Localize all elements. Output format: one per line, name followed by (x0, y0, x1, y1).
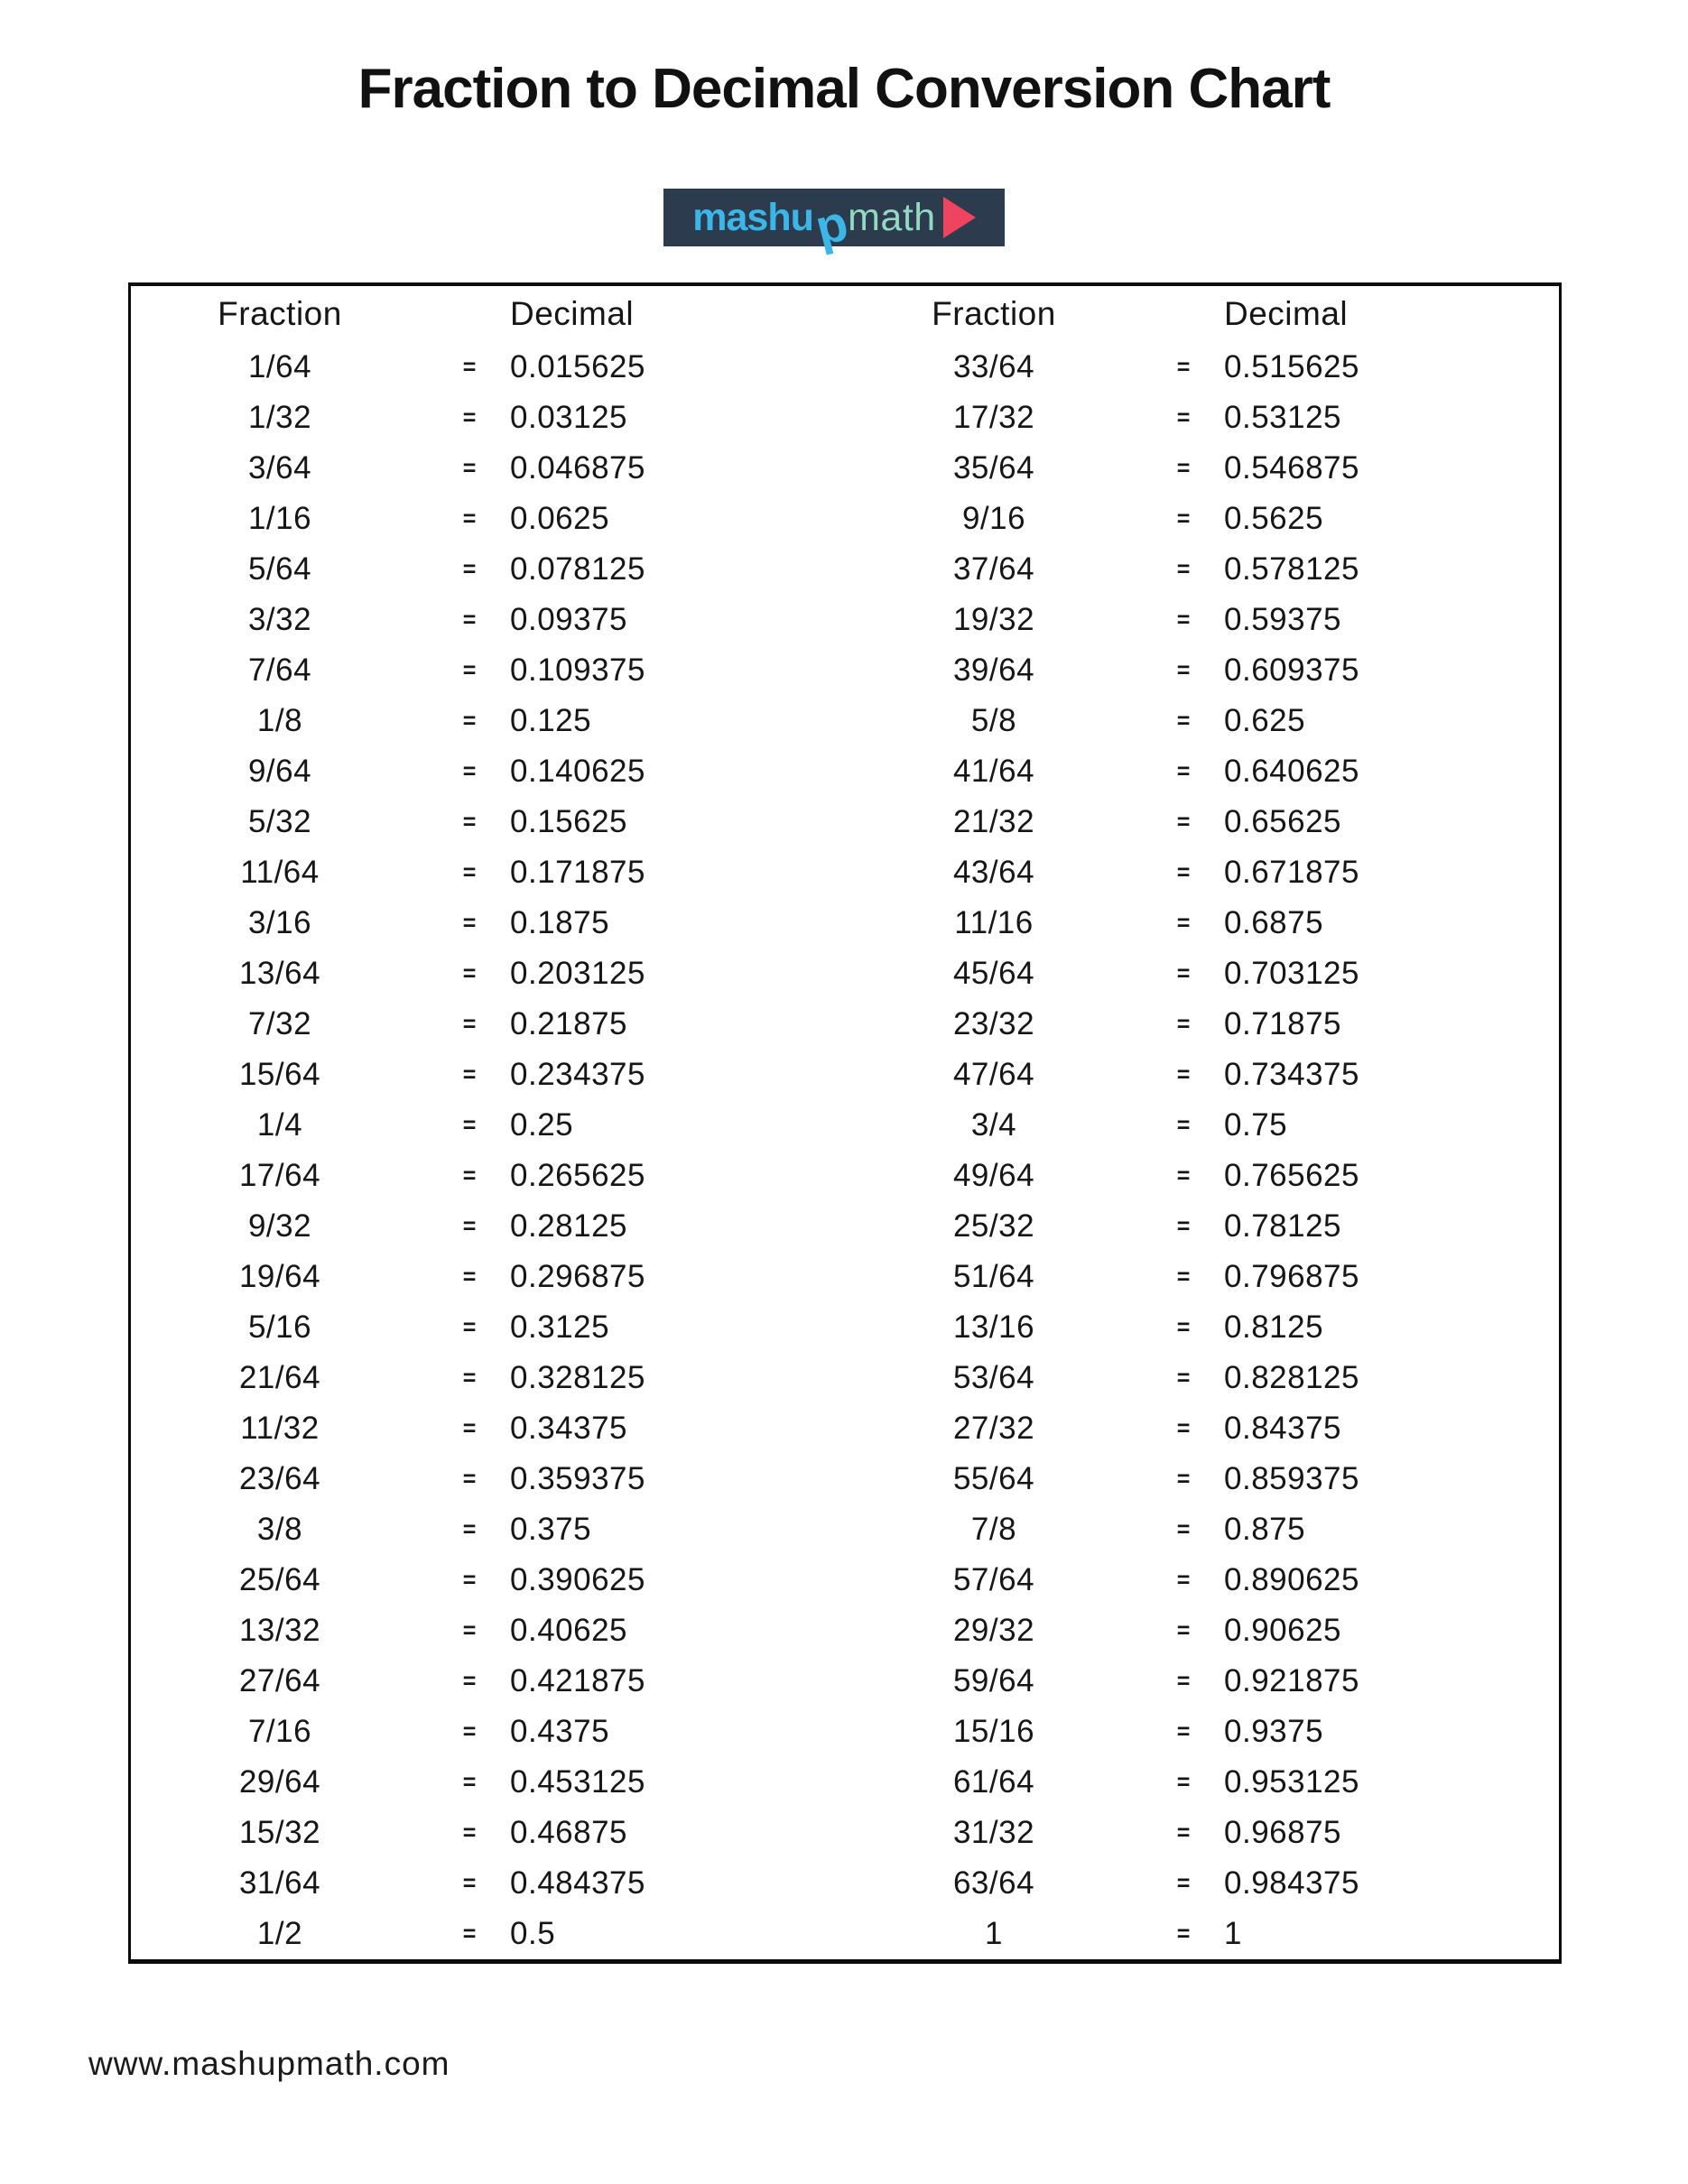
equals-sign: = (1176, 556, 1191, 582)
equals-sign: = (462, 910, 477, 936)
decimal-cell: 0.359375 (510, 1461, 645, 1496)
conversion-table (128, 282, 1562, 1964)
decimal-cell: 0.84375 (1224, 1411, 1342, 1446)
equals-sign: = (462, 859, 477, 885)
fraction-cell: 11/16 (954, 905, 1034, 940)
decimal-cell: 0.421875 (510, 1663, 645, 1698)
table-row (131, 1403, 845, 1454)
table-header-row (845, 286, 1559, 342)
decimal-cell: 0.921875 (1224, 1663, 1359, 1698)
decimal-cell: 0.03125 (510, 400, 628, 435)
fraction-cell: 39/64 (952, 652, 1035, 688)
logo-text-p: p (809, 193, 854, 256)
equals-sign: = (1176, 455, 1191, 481)
table-row (845, 696, 1559, 746)
table-row (845, 1201, 1559, 1252)
equals-sign: = (462, 1162, 477, 1189)
decimal-cell: 0.109375 (510, 652, 645, 688)
fraction-cell: 7/8 (970, 1512, 1017, 1547)
fraction-cell: 37/64 (952, 551, 1035, 587)
fraction-cell: 5/8 (970, 703, 1017, 738)
fraction-cell: 49/64 (952, 1158, 1035, 1193)
fraction-cell: 15/64 (238, 1057, 321, 1092)
fraction-cell: 1/8 (256, 703, 303, 738)
equals-sign: = (1176, 1415, 1191, 1441)
table-row (845, 949, 1559, 999)
fraction-cell: 13/16 (952, 1309, 1035, 1345)
table-row (131, 898, 845, 949)
fraction-cell: 21/32 (952, 804, 1035, 839)
equals-sign: = (1176, 1263, 1191, 1290)
table-row (131, 1201, 845, 1252)
table-left-half (131, 286, 845, 1959)
table-row (131, 1757, 845, 1808)
table-row (131, 1252, 845, 1302)
decimal-cell: 0.234375 (510, 1057, 645, 1092)
decimal-header: Decimal (1224, 295, 1349, 332)
equals-sign: = (1176, 1162, 1191, 1189)
table-row (131, 1454, 845, 1504)
table-row (845, 1403, 1559, 1454)
equals-sign: = (1176, 1819, 1191, 1846)
decimal-cell: 0.4375 (510, 1714, 610, 1749)
table-row (845, 494, 1559, 544)
decimal-cell: 0.046875 (510, 450, 645, 486)
table-right-half (845, 286, 1559, 1959)
fraction-cell: 11/64 (240, 855, 320, 890)
footer-url: www.mashupmath.com (88, 2045, 450, 2082)
fraction-cell: 3/64 (247, 450, 312, 486)
table-row (845, 1555, 1559, 1606)
equals-sign: = (462, 1668, 477, 1694)
table-rows-right (845, 342, 1559, 1959)
decimal-cell: 1 (1224, 1916, 1242, 1951)
equals-sign: = (462, 1263, 477, 1290)
table-row (131, 595, 845, 645)
decimal-cell: 0.890625 (1224, 1562, 1359, 1597)
equals-sign: = (462, 606, 477, 633)
table-row (845, 1504, 1559, 1555)
fraction-cell: 25/64 (238, 1562, 321, 1597)
equals-sign: = (1176, 1668, 1191, 1694)
table-row (131, 645, 845, 696)
table-row (131, 1151, 845, 1201)
table-row (845, 1808, 1559, 1858)
table-header-row (131, 286, 845, 342)
fraction-cell: 27/64 (238, 1663, 321, 1698)
equals-sign: = (462, 1112, 477, 1138)
mashupmath-logo (663, 189, 1005, 256)
fraction-cell: 47/64 (952, 1057, 1035, 1092)
equals-sign: = (462, 657, 477, 683)
decimal-cell: 0.140625 (510, 754, 645, 789)
decimal-cell: 0.71875 (1224, 1006, 1342, 1041)
equals-sign: = (1176, 1617, 1191, 1643)
equals-sign: = (1176, 505, 1191, 532)
logo-text-mashup: mashu (692, 195, 813, 239)
fraction-cell: 45/64 (952, 956, 1035, 991)
fraction-cell: 1/32 (247, 400, 312, 435)
decimal-cell: 0.375 (510, 1512, 592, 1547)
table-row (131, 1606, 845, 1656)
fraction-cell: 15/32 (238, 1815, 321, 1850)
table-row (845, 1252, 1559, 1302)
fraction-cell: 33/64 (952, 349, 1035, 384)
equals-sign: = (462, 455, 477, 481)
equals-sign: = (1176, 1061, 1191, 1087)
table-row (845, 1656, 1559, 1707)
decimal-cell: 0.53125 (1224, 400, 1342, 435)
equals-sign: = (1176, 606, 1191, 633)
fraction-cell: 31/64 (238, 1865, 321, 1901)
decimal-cell: 0.34375 (510, 1411, 628, 1446)
logo-text-math: math (848, 195, 936, 239)
fraction-cell: 55/64 (952, 1461, 1035, 1496)
fraction-cell: 19/32 (952, 602, 1035, 637)
fraction-cell: 29/32 (952, 1613, 1035, 1648)
equals-sign: = (1176, 1870, 1191, 1896)
decimal-cell: 0.5 (510, 1916, 556, 1951)
decimal-cell: 0.8125 (1224, 1309, 1324, 1345)
equals-sign: = (1176, 657, 1191, 683)
decimal-cell: 0.328125 (510, 1360, 645, 1395)
fraction-cell: 21/64 (238, 1360, 321, 1395)
decimal-cell: 0.828125 (1224, 1360, 1359, 1395)
equals-sign: = (462, 1819, 477, 1846)
table-row (845, 1050, 1559, 1100)
table-row (845, 797, 1559, 847)
decimal-cell: 0.65625 (1224, 804, 1342, 839)
fraction-cell: 17/64 (238, 1158, 321, 1193)
table-row (131, 393, 845, 443)
fraction-cell: 13/32 (238, 1613, 321, 1648)
equals-sign: = (1176, 1567, 1191, 1593)
equals-sign: = (1176, 1365, 1191, 1391)
decimal-cell: 0.453125 (510, 1764, 645, 1800)
fraction-cell: 7/64 (247, 652, 312, 688)
equals-sign: = (1176, 1920, 1191, 1947)
table-row (131, 1707, 845, 1757)
table-row (845, 746, 1559, 797)
decimal-cell: 0.171875 (510, 855, 645, 890)
fraction-cell: 1/16 (247, 501, 312, 536)
equals-sign: = (1176, 708, 1191, 734)
table-rows-left (131, 342, 845, 1959)
table-row (131, 999, 845, 1050)
fraction-cell: 1/2 (256, 1916, 303, 1951)
fraction-header: Fraction (932, 295, 1056, 332)
fraction-cell: 7/32 (247, 1006, 312, 1041)
fraction-cell: 23/32 (952, 1006, 1035, 1041)
fraction-cell: 53/64 (952, 1360, 1035, 1395)
table-row (131, 342, 845, 393)
fraction-cell: 27/32 (952, 1411, 1035, 1446)
table-row (845, 1606, 1559, 1656)
equals-sign: = (1176, 1112, 1191, 1138)
fraction-cell: 35/64 (952, 450, 1035, 486)
decimal-cell: 0.1875 (510, 905, 610, 940)
fraction-cell: 57/64 (952, 1562, 1035, 1597)
equals-sign: = (462, 809, 477, 835)
decimal-cell: 0.90625 (1224, 1613, 1342, 1648)
fraction-cell: 3/8 (256, 1512, 303, 1547)
table-row (131, 847, 845, 898)
decimal-cell: 0.6875 (1224, 905, 1324, 940)
equals-sign: = (462, 556, 477, 582)
equals-sign: = (462, 404, 477, 430)
equals-sign: = (462, 1567, 477, 1593)
fraction-cell: 23/64 (238, 1461, 321, 1496)
table-row (131, 494, 845, 544)
fraction-cell: 5/16 (247, 1309, 312, 1345)
equals-sign: = (1176, 859, 1191, 885)
decimal-cell: 0.46875 (510, 1815, 628, 1850)
table-row (845, 1757, 1559, 1808)
fraction-cell: 9/32 (247, 1208, 312, 1244)
decimal-cell: 0.953125 (1224, 1764, 1359, 1800)
decimal-cell: 0.203125 (510, 956, 645, 991)
equals-sign: = (1176, 1769, 1191, 1795)
table-row (131, 1100, 845, 1151)
decimal-cell: 0.0625 (510, 501, 610, 536)
table-row (845, 999, 1559, 1050)
table-row (845, 1353, 1559, 1403)
decimal-cell: 0.625 (1224, 703, 1306, 738)
fraction-cell: 59/64 (952, 1663, 1035, 1698)
table-row (845, 544, 1559, 595)
table-row (131, 1555, 845, 1606)
equals-sign: = (462, 1617, 477, 1643)
equals-sign: = (1176, 910, 1191, 936)
decimal-cell: 0.75 (1224, 1107, 1288, 1143)
equals-sign: = (462, 1870, 477, 1896)
table-row (131, 1858, 845, 1909)
fraction-cell: 7/16 (247, 1714, 312, 1749)
equals-sign: = (1176, 404, 1191, 430)
table-row (845, 1302, 1559, 1353)
equals-sign: = (462, 1769, 477, 1795)
fraction-cell: 5/64 (247, 551, 312, 587)
table-row (845, 898, 1559, 949)
decimal-cell: 0.640625 (1224, 754, 1359, 789)
decimal-cell: 0.609375 (1224, 652, 1359, 688)
table-row (845, 1707, 1559, 1757)
equals-sign: = (1176, 809, 1191, 835)
table-row (845, 645, 1559, 696)
fraction-cell: 63/64 (952, 1865, 1035, 1901)
decimal-cell: 0.40625 (510, 1613, 628, 1648)
fraction-cell: 3/4 (970, 1107, 1017, 1143)
table-row (131, 544, 845, 595)
decimal-cell: 0.734375 (1224, 1057, 1359, 1092)
decimal-cell: 0.78125 (1224, 1208, 1342, 1244)
decimal-cell: 0.765625 (1224, 1158, 1359, 1193)
equals-sign: = (462, 960, 477, 986)
fraction-cell: 17/32 (952, 400, 1035, 435)
fraction-cell: 1/64 (247, 349, 312, 384)
fraction-header: Fraction (218, 295, 342, 332)
decimal-cell: 0.796875 (1224, 1259, 1359, 1294)
decimal-cell: 0.671875 (1224, 855, 1359, 890)
table-row (131, 1808, 845, 1858)
decimal-cell: 0.125 (510, 703, 592, 738)
fraction-cell: 13/64 (238, 956, 321, 991)
table-row (131, 797, 845, 847)
fraction-cell: 9/16 (961, 501, 1026, 536)
decimal-cell: 0.875 (1224, 1512, 1306, 1547)
table-row (131, 1050, 845, 1100)
equals-sign: = (462, 1920, 477, 1947)
equals-sign: = (462, 1365, 477, 1391)
fraction-cell: 31/32 (952, 1815, 1035, 1850)
equals-sign: = (462, 1516, 477, 1542)
equals-sign: = (462, 1061, 477, 1087)
play-icon (943, 197, 976, 238)
equals-sign: = (462, 1718, 477, 1744)
equals-sign: = (1176, 758, 1191, 784)
table-row (131, 1504, 845, 1555)
equals-sign: = (462, 758, 477, 784)
decimal-cell: 0.265625 (510, 1158, 645, 1193)
table-row (845, 443, 1559, 494)
fraction-cell: 3/16 (247, 905, 312, 940)
decimal-cell: 0.25 (510, 1107, 574, 1143)
equals-sign: = (462, 505, 477, 532)
equals-sign: = (462, 1011, 477, 1037)
table-row (131, 1656, 845, 1707)
equals-sign: = (1176, 354, 1191, 380)
fraction-cell: 1/4 (256, 1107, 303, 1143)
table-row (845, 342, 1559, 393)
decimal-cell: 0.09375 (510, 602, 628, 637)
table-row (131, 1909, 845, 1959)
decimal-cell: 0.484375 (510, 1865, 645, 1901)
equals-sign: = (462, 708, 477, 734)
fraction-cell: 61/64 (952, 1764, 1035, 1800)
fraction-cell: 43/64 (952, 855, 1035, 890)
decimal-cell: 0.515625 (1224, 349, 1359, 384)
decimal-cell: 0.9375 (1224, 1714, 1324, 1749)
table-row (131, 1353, 845, 1403)
equals-sign: = (1176, 1718, 1191, 1744)
decimal-cell: 0.5625 (1224, 501, 1324, 536)
equals-sign: = (1176, 960, 1191, 986)
table-row (845, 1454, 1559, 1504)
equals-sign: = (462, 1314, 477, 1340)
table-row (131, 443, 845, 494)
equals-sign: = (1176, 1314, 1191, 1340)
equals-sign: = (1176, 1213, 1191, 1239)
fraction-cell: 25/32 (952, 1208, 1035, 1244)
decimal-header: Decimal (510, 295, 635, 332)
table-row (845, 393, 1559, 443)
decimal-cell: 0.296875 (510, 1259, 645, 1294)
table-row (131, 1302, 845, 1353)
table-row (845, 1151, 1559, 1201)
fraction-cell: 9/64 (247, 754, 312, 789)
fraction-cell: 11/32 (240, 1411, 320, 1446)
page-title: Fraction to Decimal Conversion Chart (357, 58, 1331, 120)
decimal-cell: 0.859375 (1224, 1461, 1359, 1496)
fraction-cell: 41/64 (952, 754, 1035, 789)
table-row (131, 746, 845, 797)
fraction-cell: 5/32 (247, 804, 312, 839)
fraction-cell: 19/64 (238, 1259, 321, 1294)
table-row (131, 949, 845, 999)
decimal-cell: 0.390625 (510, 1562, 645, 1597)
fraction-cell: 51/64 (952, 1259, 1035, 1294)
decimal-cell: 0.28125 (510, 1208, 628, 1244)
fraction-cell: 15/16 (952, 1714, 1035, 1749)
table-row (845, 847, 1559, 898)
equals-sign: = (462, 1415, 477, 1441)
decimal-cell: 0.96875 (1224, 1815, 1342, 1850)
table-row (845, 1100, 1559, 1151)
fraction-cell: 3/32 (247, 602, 312, 637)
equals-sign: = (462, 1466, 477, 1492)
equals-sign: = (462, 354, 477, 380)
decimal-cell: 0.984375 (1224, 1865, 1359, 1901)
equals-sign: = (1176, 1516, 1191, 1542)
decimal-cell: 0.015625 (510, 349, 645, 384)
decimal-cell: 0.21875 (510, 1006, 628, 1041)
decimal-cell: 0.703125 (1224, 956, 1359, 991)
table-row (845, 1858, 1559, 1909)
decimal-cell: 0.578125 (1224, 551, 1359, 587)
decimal-cell: 0.15625 (510, 804, 628, 839)
table-row (131, 696, 845, 746)
equals-sign: = (462, 1213, 477, 1239)
equals-sign: = (1176, 1011, 1191, 1037)
decimal-cell: 0.546875 (1224, 450, 1359, 486)
fraction-cell: 29/64 (238, 1764, 321, 1800)
decimal-cell: 0.078125 (510, 551, 645, 587)
equals-sign: = (1176, 1466, 1191, 1492)
table-row (845, 1909, 1559, 1959)
decimal-cell: 0.3125 (510, 1309, 610, 1345)
decimal-cell: 0.59375 (1224, 602, 1342, 637)
table-row (845, 595, 1559, 645)
fraction-cell: 1 (985, 1916, 1003, 1951)
